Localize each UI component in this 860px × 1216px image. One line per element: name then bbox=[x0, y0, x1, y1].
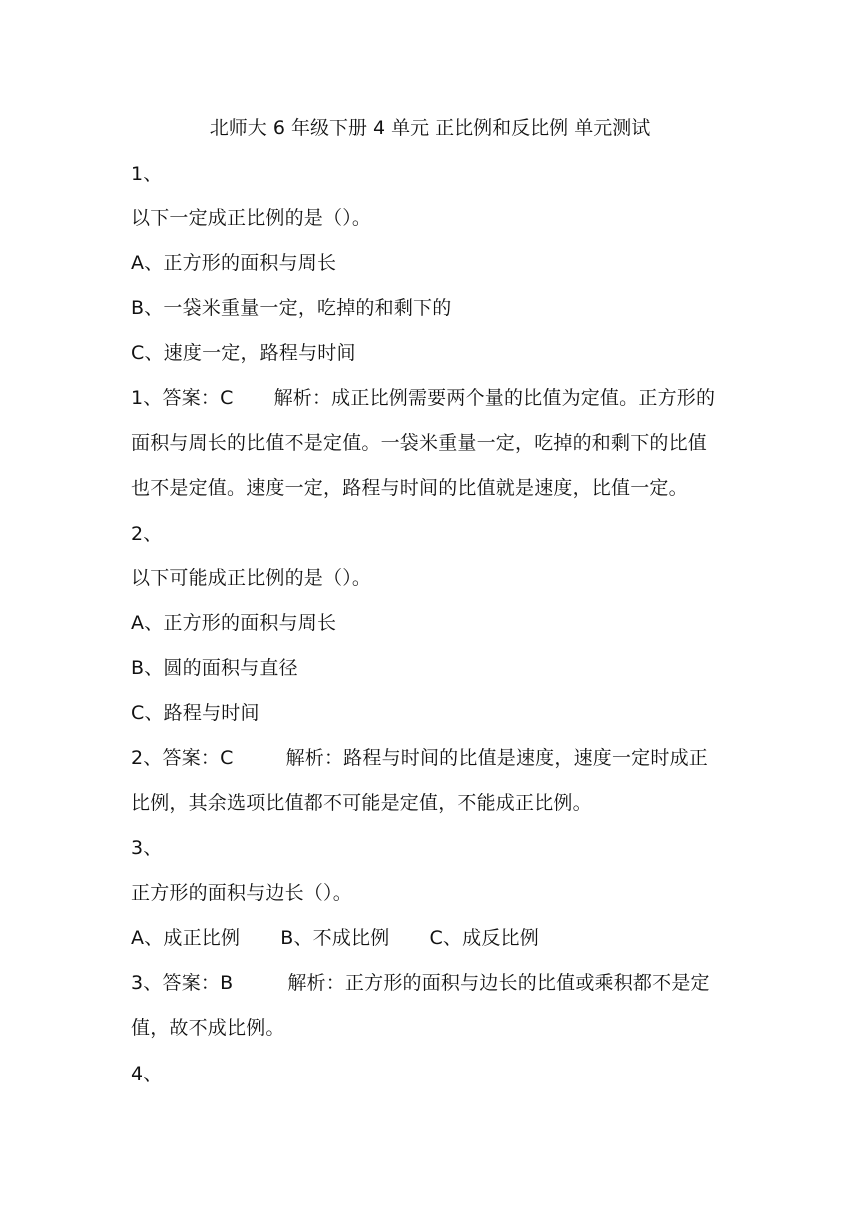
question-1-option-b: B、一袋米重量一定，吃掉的和剩下的 bbox=[131, 297, 452, 319]
question-1-analysis-line-1: 解析：成正比例需要两个量的比值为定值。正方形的 bbox=[273, 387, 716, 409]
question-3-option-a: A、成正比例 bbox=[131, 927, 241, 949]
question-1-answer: 1、答案：C bbox=[131, 387, 234, 409]
question-3-answer-line bbox=[131, 971, 710, 995]
question-3-option-c: C、成反比例 bbox=[429, 927, 539, 949]
question-3-stem: 正方形的面积与边长（）。 bbox=[131, 882, 352, 904]
question-1-analysis-line-2: 面积与周长的比值不是定值。一袋米重量一定，吃掉的和剩下的比值 bbox=[131, 432, 708, 454]
question-1-number: 1、 bbox=[131, 163, 163, 185]
question-3-analysis-line-2: 值，故不成比例。 bbox=[131, 1017, 285, 1039]
question-3-analysis-line-1: 解析：正方形的面积与边长的比值或乘积都不是定 bbox=[287, 972, 710, 994]
question-2-option-a: A、正方形的面积与周长 bbox=[131, 612, 337, 634]
question-3-number: 3、 bbox=[131, 837, 163, 859]
page-title: 北师大 6 年级下册 4 单元 正比例和反比例 单元测试 bbox=[209, 117, 651, 139]
question-1-option-c: C、速度一定，路程与时间 bbox=[131, 342, 356, 364]
question-2-answer-line bbox=[131, 746, 708, 770]
question-1-option-a: A、正方形的面积与周长 bbox=[131, 252, 337, 274]
question-2-stem: 以下可能成正比例的是（）。 bbox=[131, 567, 372, 589]
question-2-answer: 2、答案：C bbox=[131, 747, 234, 769]
question-1-analysis-line-3: 也不是定值。速度一定，路程与时间的比值就是速度，比值一定。 bbox=[131, 477, 688, 499]
question-3-option-b: B、不成比例 bbox=[280, 927, 390, 949]
question-3-options-line bbox=[131, 926, 539, 950]
question-3-answer: 3、答案：B bbox=[131, 972, 234, 994]
question-2-option-c: C、路程与时间 bbox=[131, 702, 260, 724]
question-2-option-b: B、圆的面积与直径 bbox=[131, 657, 298, 679]
question-4-number: 4、 bbox=[131, 1063, 163, 1085]
question-2-analysis-line-2: 比例，其余选项比值都不可能是定值，不能成正比例。 bbox=[131, 792, 592, 814]
question-1-answer-line bbox=[131, 386, 715, 410]
question-2-number: 2、 bbox=[131, 523, 163, 545]
question-1-stem: 以下一定成正比例的是（）。 bbox=[131, 207, 372, 229]
question-2-analysis-line-1: 解析：路程与时间的比值是速度，速度一定时成正 bbox=[285, 747, 708, 769]
